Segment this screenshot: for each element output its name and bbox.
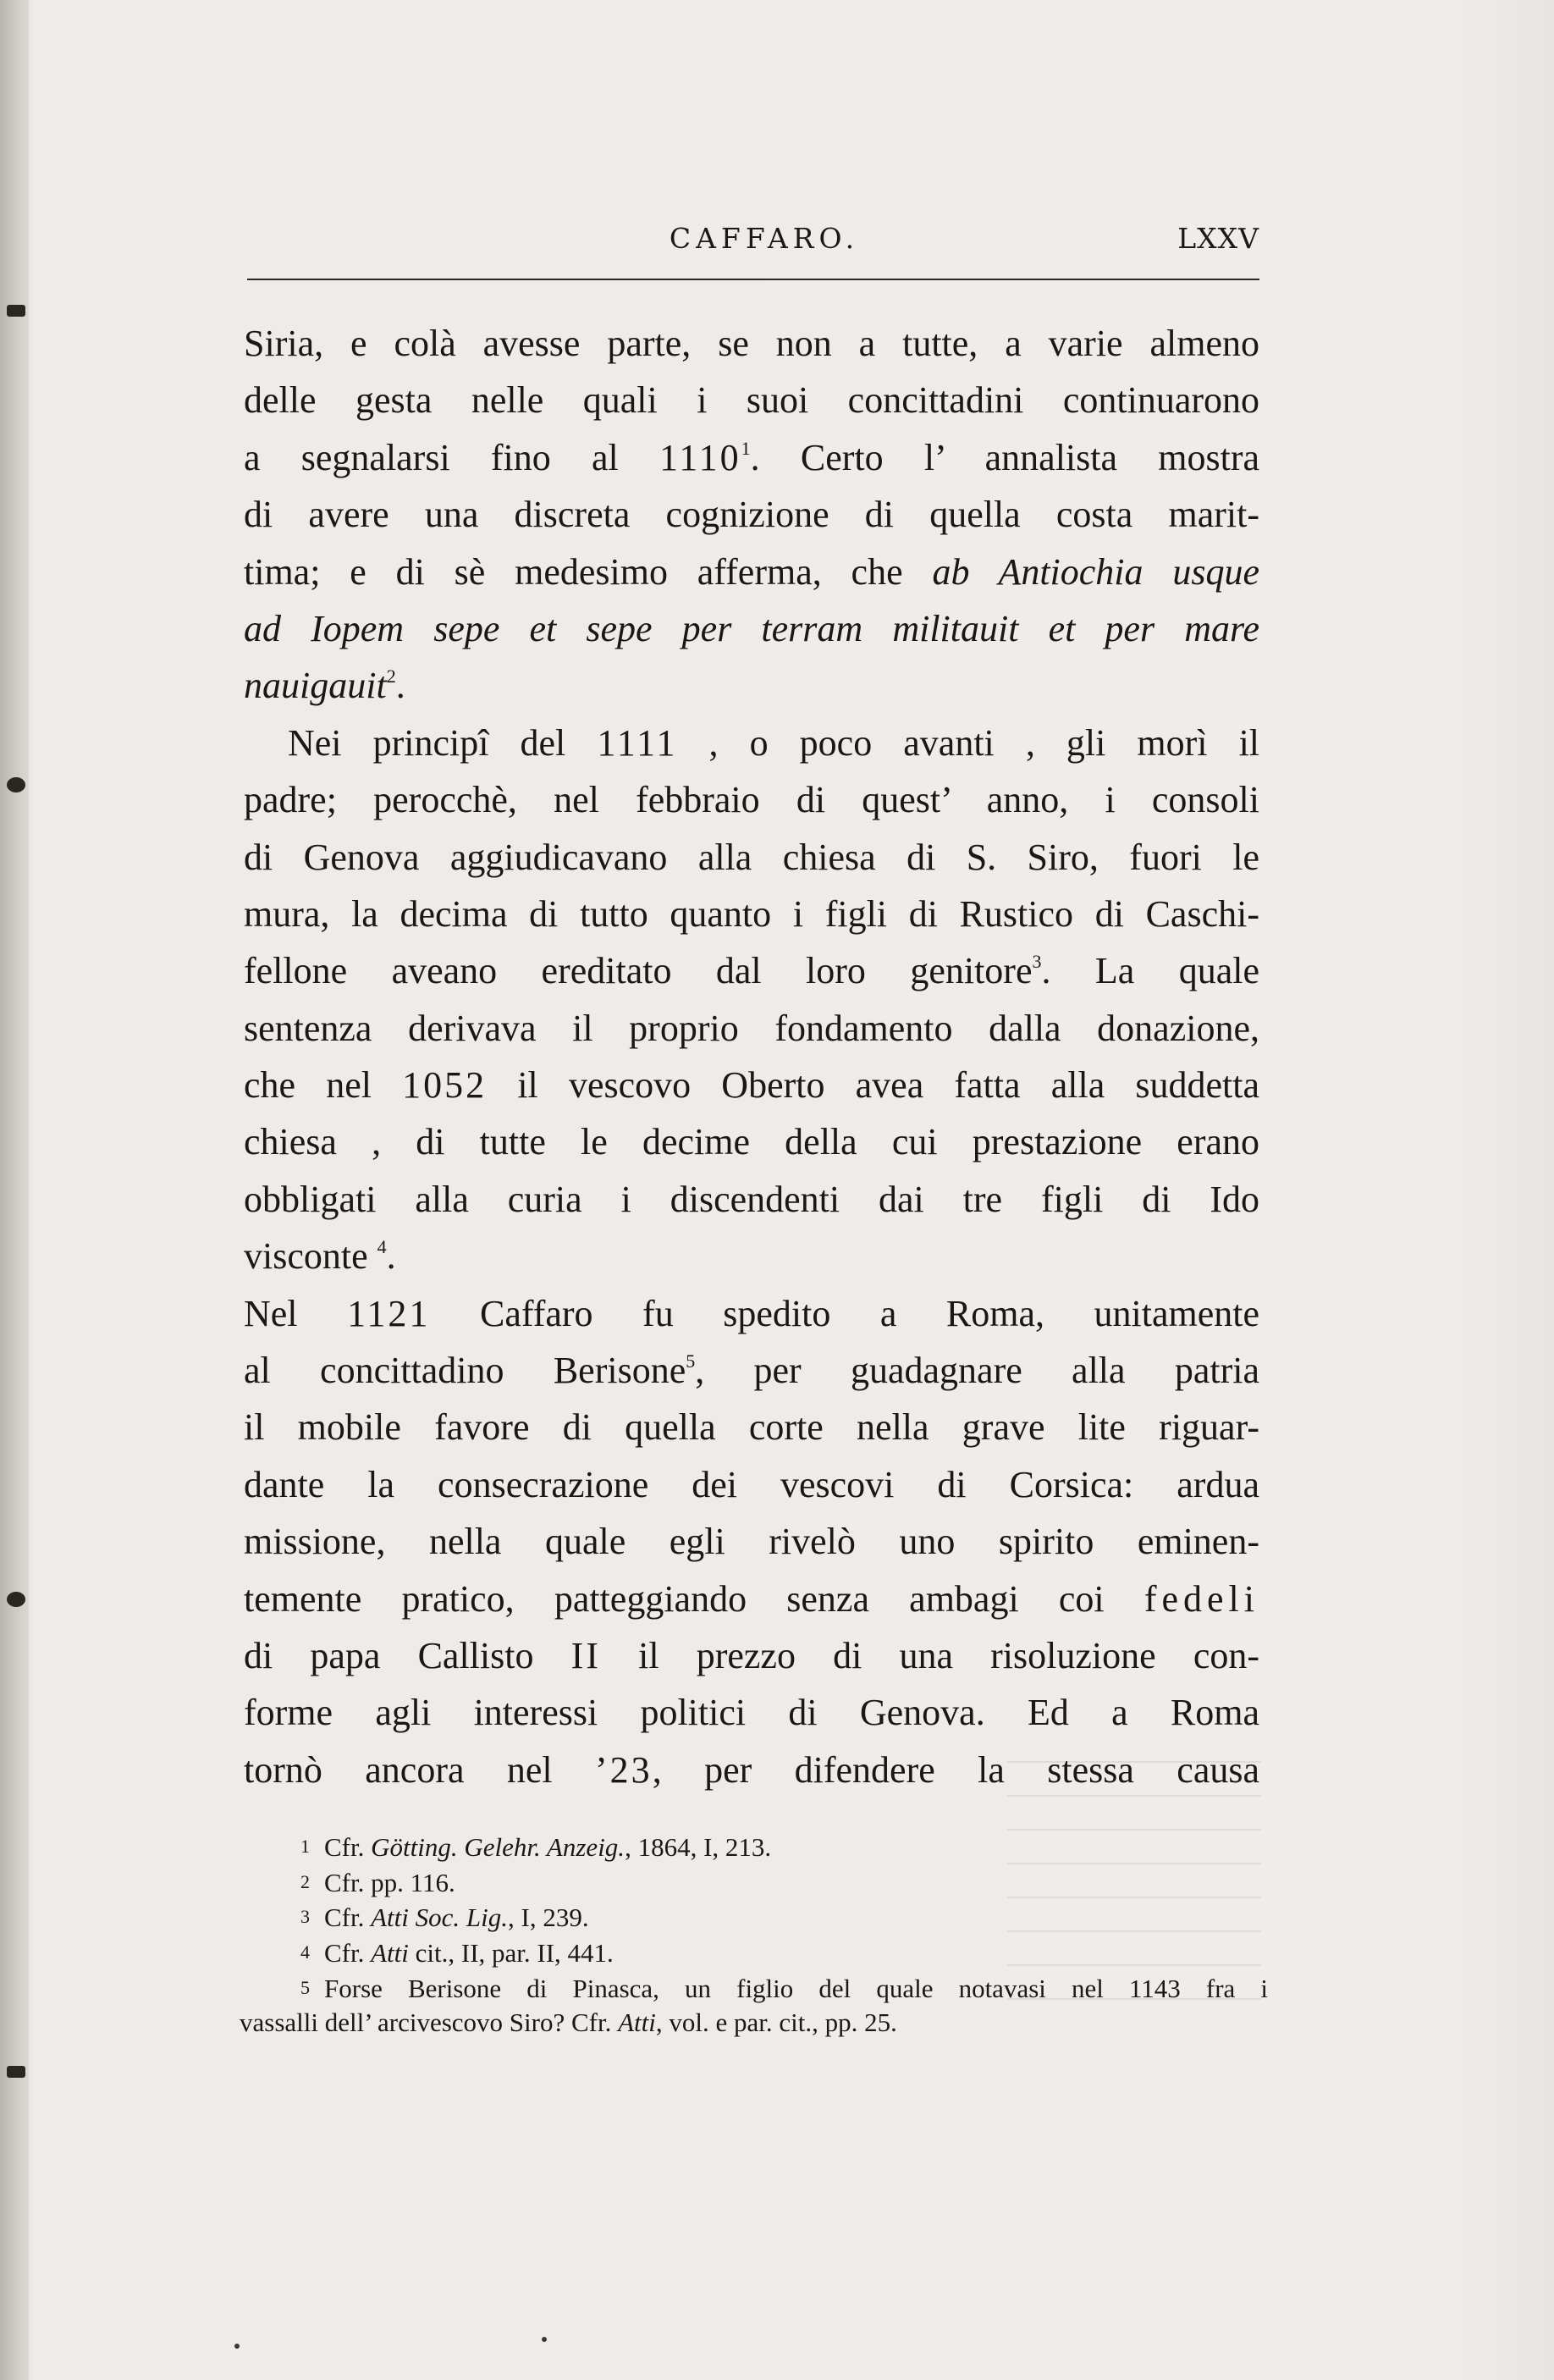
footnote-italic: Atti Soc. Lig. bbox=[371, 1902, 509, 1933]
footnote-ref: 5 bbox=[686, 1350, 696, 1372]
text-line: padre; perocchè, nel febbraio di quest’ anno, i consoli bbox=[244, 779, 1259, 821]
text-line bbox=[244, 1571, 1259, 1627]
page-binding bbox=[0, 0, 29, 2380]
latin-quote: nauigauit bbox=[244, 665, 387, 707]
latin-quote: ab Antiochia usque bbox=[932, 550, 1260, 593]
footnote-italic: Atti bbox=[371, 1938, 409, 1969]
year: 1110 bbox=[659, 436, 741, 478]
footnote-ref: 4 bbox=[377, 1236, 387, 1258]
text-line: mura, la decima di tutto quanto i figli di Rustico di Caschi- bbox=[244, 892, 1259, 935]
text-line bbox=[244, 544, 1259, 600]
footnote-ref: 3 bbox=[1032, 951, 1042, 973]
binding-stitch bbox=[7, 305, 25, 317]
text-span: . bbox=[386, 1235, 396, 1278]
text-span: , per guadagnare alla patria bbox=[695, 1350, 1259, 1392]
footnote-2 bbox=[240, 1864, 1268, 1900]
year: 1121 bbox=[347, 1292, 431, 1334]
text-line bbox=[244, 1057, 1259, 1113]
spaced-word: fedeli bbox=[1143, 1577, 1260, 1620]
footnote-text: , 1864, I, 213. bbox=[625, 1832, 772, 1862]
page-number: LXXV bbox=[1177, 222, 1259, 255]
text-line: obbligati alla curia i discendenti dai tre figli di Ido bbox=[244, 1178, 1259, 1220]
text-span: al concittadino Berisone bbox=[244, 1350, 686, 1392]
text-line bbox=[244, 942, 1259, 999]
text-span: che nel bbox=[244, 1064, 372, 1107]
footnote-text: Cfr. bbox=[324, 1938, 365, 1969]
footnote-text: Cfr. bbox=[324, 1902, 365, 1933]
roman-numeral: II bbox=[570, 1634, 601, 1676]
text-span: Nei principî del bbox=[288, 721, 566, 764]
text-span: Caffaro fu spedito a Roma, unitamente bbox=[479, 1292, 1260, 1334]
text-line bbox=[244, 1228, 1259, 1284]
text-line bbox=[244, 1342, 1259, 1399]
paper-speck bbox=[234, 2344, 240, 2349]
footnote-number: 4 bbox=[300, 1941, 310, 1963]
text-span: . bbox=[395, 665, 405, 707]
footnote-number: 5 bbox=[300, 1976, 310, 1998]
footnote-text: , I, 239. bbox=[508, 1902, 589, 1933]
binding-stitch bbox=[7, 1592, 25, 1607]
text-line: dante la consecrazione dei vescovi di Corsica: ardua bbox=[244, 1463, 1259, 1505]
text-line: di avere una discreta cognizione di quella costa marit- bbox=[244, 494, 1259, 536]
year: ’23 bbox=[595, 1748, 653, 1791]
text-line: Siria, e colà avesse parte, se non a tutte, a varie almeno bbox=[244, 323, 1259, 364]
text-line bbox=[244, 1627, 1259, 1684]
footnote-number: 2 bbox=[300, 1870, 310, 1892]
footnote-ref: 1 bbox=[741, 437, 751, 459]
footnote-5-continued bbox=[240, 2005, 1268, 2040]
latin-quote: ad Iopem sepe et sepe per terram militauit et per mare bbox=[244, 607, 1259, 649]
text-line bbox=[244, 1742, 1259, 1798]
text-span: . La quale bbox=[1041, 950, 1259, 992]
text-line: il mobile favore di quella corte nella grave lite riguar- bbox=[244, 1406, 1259, 1449]
footnote-text: , vol. e par. cit., pp. 25. bbox=[655, 2007, 897, 2038]
footnote-italic: Atti bbox=[618, 2007, 656, 2038]
text-span: di papa Callisto bbox=[244, 1634, 534, 1676]
text-line bbox=[244, 1285, 1259, 1342]
binding-stitch bbox=[7, 777, 25, 792]
text-line: missione, nella quale egli rivelò uno spirito eminen- bbox=[244, 1521, 1259, 1563]
text-span: temente pratico, patteggiando senza ambagi coi bbox=[244, 1577, 1105, 1620]
text-span: Nel bbox=[244, 1292, 298, 1334]
text-line: di Genova aggiudicavano alla chiesa di S. Siro, fuori le bbox=[244, 836, 1259, 878]
binding-stitch bbox=[7, 2066, 25, 2078]
text-line: forme agli interessi politici di Genova. Ed a Roma bbox=[244, 1692, 1259, 1734]
footnote-5 bbox=[240, 1970, 1268, 2006]
footnotes bbox=[240, 1829, 1268, 2040]
page-header bbox=[247, 222, 1259, 259]
footnote-text: cit., II, par. II, 441. bbox=[415, 1938, 614, 1969]
paper-speck bbox=[542, 2337, 547, 2342]
text-line bbox=[244, 429, 1259, 486]
header-rule bbox=[247, 279, 1259, 280]
text-span: a segnalarsi fino al bbox=[244, 436, 619, 478]
footnote-text: Cfr. bbox=[324, 1832, 365, 1862]
text-line: chiesa , di tutte le decime della cui prestazione erano bbox=[244, 1121, 1259, 1163]
footnote-number: 1 bbox=[300, 1836, 310, 1857]
text-line bbox=[244, 715, 1259, 771]
footnote-4 bbox=[240, 1935, 1268, 1970]
footnote-ref: 2 bbox=[386, 665, 396, 687]
text-line bbox=[244, 657, 1259, 714]
text-span: , per difendere la stessa causa bbox=[652, 1748, 1260, 1791]
running-title: CAFFARO. bbox=[669, 222, 860, 255]
footnote-italic: Götting. Gelehr. Anzeig. bbox=[371, 1832, 625, 1862]
text-span: tornò ancora nel bbox=[244, 1748, 553, 1791]
footnote-text: Forse Berisone di Pinasca, un figlio del quale notavasi nel 1143 fra i bbox=[324, 1973, 1268, 2003]
text-span: , o poco avanti , gli morì il bbox=[708, 721, 1260, 764]
footnote-number: 3 bbox=[300, 1906, 310, 1928]
year: 1052 bbox=[402, 1064, 488, 1107]
footnote-1 bbox=[240, 1829, 1268, 1864]
footnote-text: Cfr. pp. 116. bbox=[324, 1867, 455, 1897]
text-span: il vescovo Oberto avea fatta alla suddetta bbox=[517, 1064, 1260, 1107]
text-span: tima; e di sè medesimo afferma, che bbox=[244, 550, 903, 593]
main-text bbox=[244, 315, 1259, 1798]
text-span: visconte bbox=[244, 1235, 368, 1278]
text-line: sentenza derivava il proprio fondamento dalla donazione, bbox=[244, 1007, 1259, 1049]
text-span: il prezzo di una risoluzione con- bbox=[638, 1634, 1259, 1676]
footnote-text: vassalli dell’ arcivescovo Siro? Cfr. bbox=[240, 2007, 612, 2038]
text-span: fellone aveano ereditato dal loro genitore bbox=[244, 950, 1033, 992]
text-span: . Certo l’ annalista mostra bbox=[750, 436, 1259, 478]
text-line: delle gesta nelle quali i suoi concittadini continuarono bbox=[244, 379, 1259, 422]
year: 1111 bbox=[597, 721, 678, 764]
footnote-3 bbox=[240, 1899, 1268, 1935]
